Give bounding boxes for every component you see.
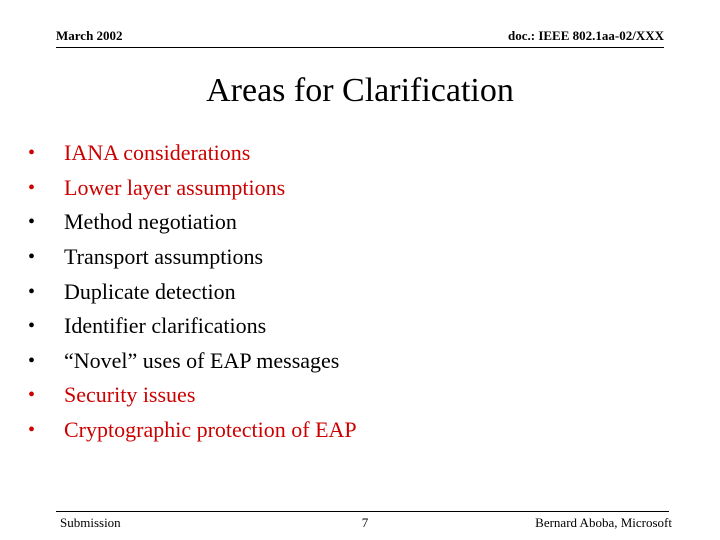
bullet-text: IANA considerations [64,140,251,166]
page-number: 7 [361,515,369,530]
bullet-dot-icon: • [28,280,36,303]
footer-submission: Submission [60,515,121,530]
bullet-text: Lower layer assumptions [64,174,286,200]
footer-divider [56,511,669,512]
bullet-dot-icon: • [28,349,36,372]
header-date: March 2002 [56,28,123,43]
bullet-item [28,274,357,309]
bullet-item [28,378,357,413]
header-doc-id: doc.: IEEE 802.1aa-02/XXX [507,28,664,43]
bullet-dot-icon: • [28,211,36,234]
slide-title: Areas for Clarification [206,72,514,109]
bullet-item [28,171,357,206]
bullet-item [28,205,357,240]
footer-author: Bernard Aboba, Microsoft [535,515,672,530]
bullet-text: Method negotiation [64,209,237,235]
bullet-text: Transport assumptions [64,244,264,270]
bullet-text: Cryptographic protection of EAP [64,417,357,443]
bullet-text: Duplicate detection [64,278,236,304]
bullet-text: Security issues [64,382,196,408]
bullet-text: “Novel” uses of EAP messages [64,347,340,373]
bullet-dot-icon: • [28,142,36,165]
bullet-dot-icon: • [28,315,36,338]
bullet-dot-icon: • [28,176,36,199]
bullet-dot-icon: • [28,419,36,442]
bullet-text: Identifier clarifications [64,313,267,339]
bullet-item [28,240,357,275]
header-divider [56,47,664,48]
bullet-item [28,136,357,171]
bullet-list [28,136,357,447]
bullet-item [28,309,357,344]
bullet-dot-icon: • [28,246,36,269]
bullet-dot-icon: • [28,384,36,407]
bullet-item [28,344,357,379]
bullet-item [28,413,357,448]
